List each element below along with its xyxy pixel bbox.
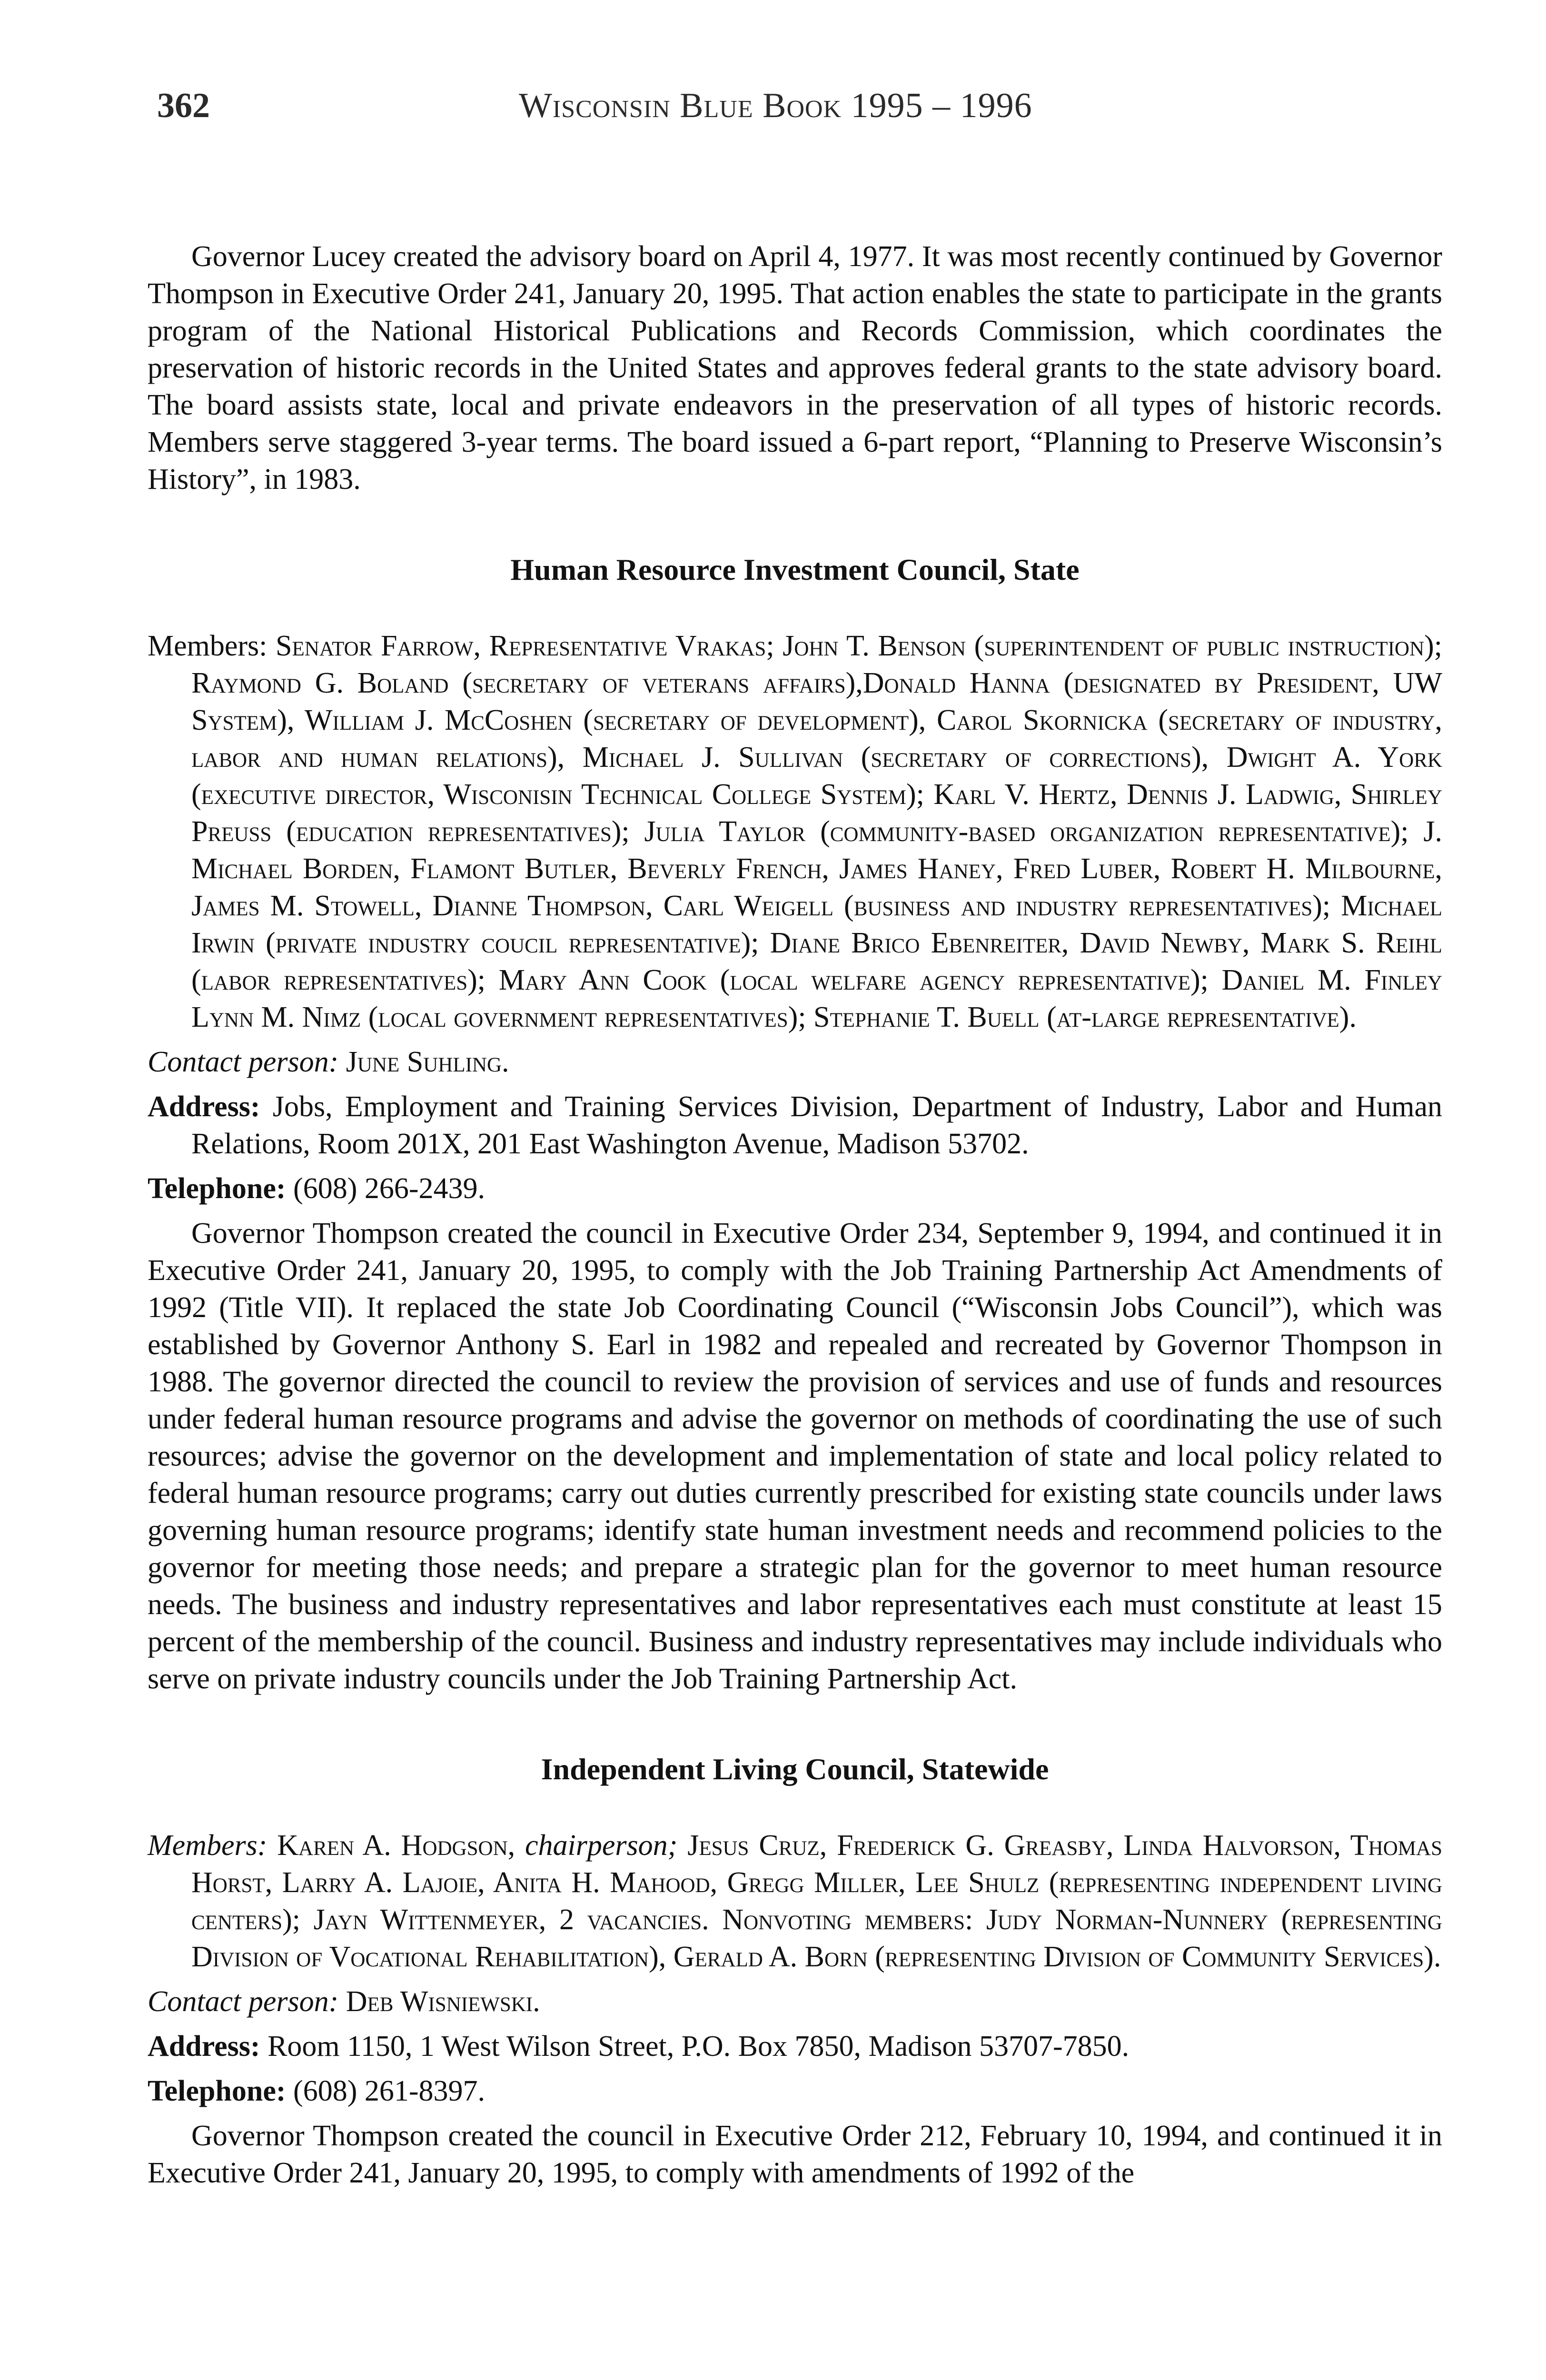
hric-contact bbox=[148, 1043, 1442, 1081]
hric-members-list: Senator Farrow, Representative Vrakas; John T. Benson (superintendent of public instruction); Raymond G. Boland (secretary of veterans affairs),Donald Hanna (designated by President, UW System), William J. McCoshen (secretary of development), Carol Skornicka (secretary of industry, labor and human relations), Michael J. Sullivan (secretary of corrections), Dwight A. York (executive director, Wisconisin Technical College System); Karl V. Hertz, Dennis J. Ladwig, Shirley Preuss (education representatives); Julia Taylor (community-based organization representative); J. Michael Borden, Flamont Butler, Beverly French, James Haney, Fred Luber, Robert H. Milbourne, James M. Stowell, Dianne Thompson, Carl Weigell (business and industry representatives); Michael Irwin (private industry coucil representative); Diane Brico Ebenreiter, David Newby, Mark S. Reihl (labor representatives); Mary Ann Cook (local welfare agency representative); Daniel M. Finley Lynn M. Nimz (local government representatives); Stephanie T. Buell (at-large representative). bbox=[191, 630, 1443, 1033]
hric-telephone bbox=[148, 1170, 1442, 1207]
hric-address-value: Jobs, Employment and Training Services Division, Department of Industry, Labor and Human Relations, Room 201X, 201 East Washington Avenue, Madison 53702. bbox=[191, 1091, 1442, 1160]
ilc-contact-name: Deb Wisniewski. bbox=[346, 1985, 540, 2018]
hric-heading: Human Resource Investment Council, State bbox=[510, 553, 1080, 586]
ilc-address-label: Address: bbox=[148, 2030, 268, 2063]
ilc-members-chair-name: Karen A. Hodgson, bbox=[277, 1829, 525, 1862]
hric-description: Governor Thompson created the council in Executive Order 234, September 9, 1994, and continued it in Executive Order 241, January 20, 1995, to comply with the Job Training Partnership Act Amendments of 1992 (Title VII). It replaced the state Job Coordinating Council (“Wisconsin Jobs Council”), which was established by Governor Anthony S. Earl in 1982 and repealed and recreated by Governor Thompson in 1988. The governor directed the council to review the provision of services and use of funds and resources under federal human resource programs and advise the governor on methods of coordinating the use of such resources; advise the governor on the development and implementation of state and local policy related to federal human resource programs; carry out duties currently prescribed for existing state councils under laws governing human resource programs; identify state human investment needs and recommend policies to the governor for meeting those needs; and prepare a strategic plan for the governor to meet human resource needs. The business and industry representatives and labor representatives each must constitute at least 15 percent of the membership of the council. Business and industry representatives may include individuals who serve on private industry councils under the Job Training Partnership Act. bbox=[148, 1217, 1442, 1695]
ilc-section bbox=[148, 1751, 1442, 2192]
page-body bbox=[148, 238, 1442, 2192]
page-number: 362 bbox=[157, 86, 210, 125]
hric-contact-name: June Suhling. bbox=[346, 1046, 509, 1078]
hric-telephone-label: Telephone: bbox=[148, 1172, 294, 1205]
ilc-members-label: Members: bbox=[148, 1829, 277, 1862]
ilc-contact-label: Contact person: bbox=[148, 1985, 346, 2018]
ilc-members bbox=[148, 1827, 1442, 1975]
ilc-telephone-value: (608) 261-8397. bbox=[293, 2075, 485, 2107]
hric-address bbox=[148, 1088, 1442, 1162]
ilc-contact bbox=[148, 1983, 1442, 2020]
ilc-telephone-label: Telephone: bbox=[148, 2075, 294, 2107]
hric-address-label: Address: bbox=[148, 1091, 273, 1123]
book-title: Wisconsin Blue Book 1995 – 1996 bbox=[519, 86, 1032, 125]
hric-members-label: Members: bbox=[148, 630, 276, 662]
ilc-heading: Independent Living Council, Statewide bbox=[541, 1752, 1049, 1786]
ilc-members-list: Jesus Cruz, Frederick G. Greasby, Linda Halvorson, Thomas Horst, Larry A. Lajoie, Anita H. Mahood, Gregg Miller, Lee Shulz (representing independent living centers); Jayn Wittenmeyer, 2 vacancies. Nonvoting members: Judy Norman-Nunnery (representing Division of Vocational Rehabilitation), Gerald A. Born (representing Division of Community Services). bbox=[191, 1829, 1442, 1973]
hric-members bbox=[148, 627, 1442, 1036]
hric-contact-label: Contact person: bbox=[148, 1046, 346, 1078]
hric-telephone-value: (608) 266-2439. bbox=[293, 1172, 485, 1205]
ilc-chair-role: chairperson; bbox=[525, 1829, 678, 1862]
running-header bbox=[0, 86, 1546, 138]
ilc-telephone bbox=[148, 2073, 1442, 2110]
ilc-description: Governor Thompson created the council in Executive Order 212, February 10, 1994, and continued it in Executive Order 241, January 20, 1995, to comply with amendments of 1992 of the bbox=[148, 2120, 1442, 2189]
ilc-address-value: Room 1150, 1 West Wilson Street, P.O. Box 7850, Madison 53707-7850. bbox=[268, 2030, 1130, 2063]
intro-paragraph: Governor Lucey created the advisory board on April 4, 1977. It was most recently continued by Governor Thompson in Executive Order 241, January 20, 1995. That action enables the state to participate in the grants program of the National Historical Publications and Records Commission, which coordinates the preservation of historic records in the United States and approves federal grants to the state advisory board. The board assists state, local and private endeavors in the preservation of all types of historic records. Members serve staggered 3-year terms. The board issued a 6-part report, “Planning to Preserve Wisconsin’s History”, in 1983. bbox=[148, 240, 1442, 496]
ilc-address bbox=[148, 2028, 1442, 2065]
hric-section bbox=[148, 551, 1442, 1697]
